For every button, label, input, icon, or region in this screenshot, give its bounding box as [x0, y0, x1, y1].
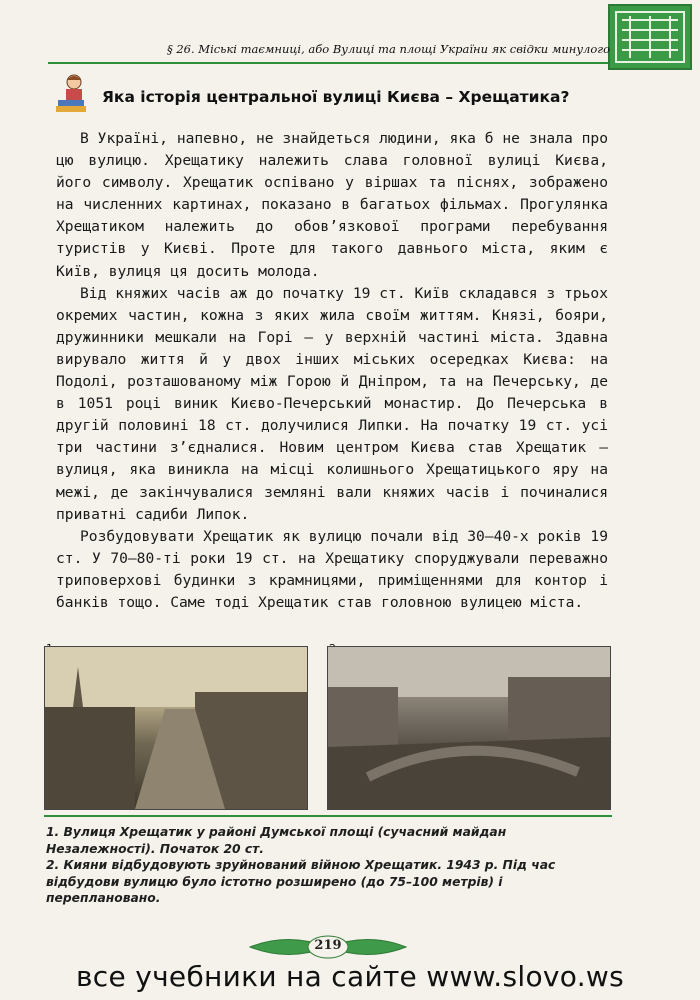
footer-banner: все учебники на сайте www.slovo.ws: [75, 960, 625, 993]
ornament-pattern-icon: [610, 6, 690, 68]
header-ornament: [608, 4, 692, 70]
caption-rule: [44, 815, 612, 817]
photo-khreshchatyk-1943-reconstruction: [327, 646, 611, 810]
figure-captions: [46, 824, 612, 907]
paragraph-3: Розбудовувати Хрещатик як вулицю почали від 30–40-х років 19 ст. У 70–80-ті роки 19 ст. на Хрещатику споруджували переважно триповерхові будинки з крамницями, приміщеннями для контор і банків тощо. Саме тоді Хрещатик став головною вулицею міста.: [56, 527, 608, 611]
section-question: Яка історія центральної вулиці Києва – Хрещатика?: [102, 88, 570, 106]
question-icon: [52, 72, 90, 116]
caption-1: 1. Вулиця Хрещатик у районі Думської площі (сучасний майдан Незалежності). Початок 20 ст.: [46, 825, 507, 856]
header-rule: [48, 62, 608, 64]
page-number: 219: [314, 938, 342, 953]
paragraph-2: Від княжих часів аж до початку 19 ст. Київ складався з трьох окремих частин, кожна з яких жила своїм життям. Князі, бояри, дружинники мешкали на Горі – у верхній частині міста. Здавна вирувало життя й у двох інших міських осередках Києва: на Подолі, розташованому між Горою й Дніпром, та на Печерську, де в 1051 році виник Києво-Печерський монастир. До Печерська в другій половині 18 ст. долучилися Липки. На початку 19 ст. усі три частини з’єдналися. Новим центром Києва став Хрещатик – вулиця, яка виникла на місці колишнього Хрещатицького яру на межі, де закінчувалися земляні вали княжих часів і починалися приватні садиби Липок.: [56, 284, 608, 523]
page-number-ornament: [248, 930, 408, 964]
caption-2: 2. Кияни відбудовують зруйнований війною Хрещатик. 1943 р. Під час відбудови вулицю було істотно розширено (до 75–100 метрів) і переплановано.: [46, 858, 556, 905]
paragraph-1: В Україні, напевно, не знайдеться людини, яка б не знала про цю вулицю. Хрещатику належить слава головної вулиці Києва, його символу. Хрещатик оспівано у віршах та піснях, зображено на численних картинах, показано в багатьох фільмах. Прогулянка Хрещатиком належить до обов’язкової програми перебування туристів у Києві. Проте для такого давнього міста, яким є Київ, вулиця ця досить молода.: [56, 130, 608, 280]
photo-khreshchatyk-early-20th-century: [44, 646, 308, 810]
body-text: [56, 128, 608, 614]
running-head: § 26. Міські таємниці, або Вулиці та площі України як свідки минулого: [166, 42, 610, 56]
